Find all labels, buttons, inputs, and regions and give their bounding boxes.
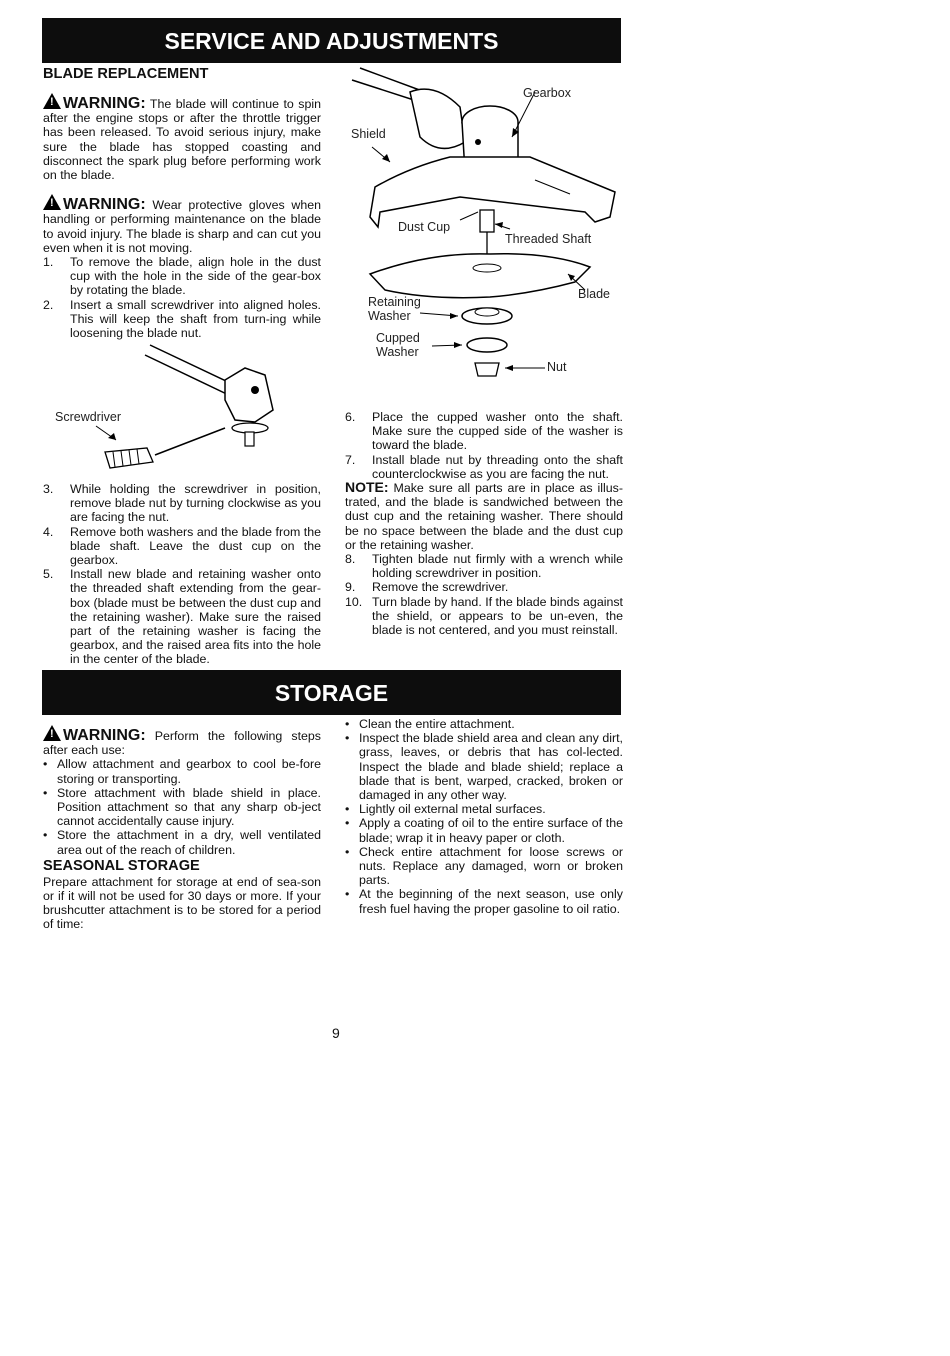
- warning-text: Wear protective gloves when handling or performing maintenance on the blade to avoid injury. The blade is sharp and can cut you even when it is not moving.: [43, 198, 321, 255]
- bullet-text: Store the attachment in a dry, well ventilated area out of the reach of children.: [57, 828, 321, 857]
- step-item: [345, 453, 623, 481]
- step-number: 3.: [43, 482, 54, 496]
- step-number: 5.: [43, 567, 54, 582]
- step-item: [43, 567, 321, 666]
- bullet-icon: •: [43, 828, 48, 843]
- step-text: While holding the screwdriver in position, remove blade nut by turning clockwise as you are facing the nut.: [70, 482, 321, 525]
- seasonal-storage-heading: SEASONAL STORAGE: [43, 857, 200, 874]
- bullet-item: [43, 757, 321, 785]
- step-item: [345, 580, 623, 594]
- blade-label: Blade: [578, 287, 610, 301]
- storage-bullets-left: [43, 757, 321, 856]
- warning-triangle-icon: [43, 725, 61, 741]
- bullet-item: [43, 786, 321, 829]
- warning-triangle-icon: [43, 194, 61, 210]
- threaded-shaft-label: Threaded Shaft: [505, 232, 592, 246]
- blade-replacement-heading: BLADE REPLACEMENT: [43, 66, 209, 82]
- step-text: Remove both washers and the blade from the blade shaft. Leave the dust cup on the gearbox.: [70, 524, 321, 568]
- blade-replacement-left-column: [43, 66, 321, 340]
- bullet-icon: •: [43, 785, 48, 800]
- step-text: Place the cupped washer onto the shaft. Make sure the cupped side of the washer is toward the blade.: [372, 410, 623, 453]
- warning-label: WARNING:: [63, 95, 146, 112]
- shield-label: Shield: [351, 127, 386, 141]
- storage-right-column: [345, 717, 623, 916]
- step-number: 9.: [345, 580, 356, 595]
- steps-6-7: [345, 410, 623, 481]
- storage-left-column: [43, 717, 321, 932]
- step-item: [345, 410, 623, 453]
- step-number: 4.: [43, 524, 54, 539]
- warning-triangle-icon: [43, 93, 61, 109]
- screwdriver-label: Screwdriver: [55, 410, 121, 424]
- dust-cup-label: Dust Cup: [398, 220, 451, 234]
- step-text: Remove the screwdriver.: [372, 580, 509, 595]
- bullet-icon: •: [345, 887, 350, 902]
- storage-banner: STORAGE: [42, 670, 621, 715]
- bullet-icon: •: [43, 757, 48, 772]
- retaining-washer-label: Washer: [368, 309, 411, 323]
- page-number: 9: [332, 1025, 340, 1041]
- bullet-text: Allow attachment and gearbox to cool be-fore storing or transporting.: [57, 757, 321, 786]
- bullet-text: Check entire attachment for loose screws or nuts. Replace any damaged, worn or broken parts.: [359, 844, 623, 888]
- note-label: NOTE:: [345, 479, 389, 496]
- bullet-text: Clean the entire attachment.: [359, 717, 515, 731]
- step-item: [43, 525, 321, 568]
- warning-gloves: [43, 194, 321, 255]
- screwdriver-arrow-icon: [94, 424, 124, 444]
- bullet-item: [345, 887, 623, 915]
- steps-3-5: [43, 482, 321, 667]
- step-item: [43, 298, 321, 341]
- steps-3-5-column: [43, 482, 321, 667]
- bullet-item: [345, 717, 623, 731]
- step-item: [43, 482, 321, 525]
- cupped-label: Cupped: [376, 331, 420, 345]
- step-number: 7.: [345, 452, 356, 467]
- bullet-text: Apply a coating of oil to the entire surface of the blade; wrap it in heavy paper or cloth.: [359, 816, 623, 845]
- nut-label: Nut: [547, 360, 567, 374]
- step-number: 2.: [43, 297, 54, 312]
- warning-text: Perform the following steps after each use:: [43, 729, 321, 758]
- step-text: To remove the blade, align hole in the dust cup with the hole in the side of the gear-box by rotating the blade.: [70, 255, 321, 298]
- screwdriver-figure: [95, 340, 295, 470]
- step-text: Install new blade and retaining washer onto the threaded shaft extending from the gear-box (blade must be between the dust cup and the retaining washer). Make sure the raised part of the retaining washer is facing the gearbox, and the raised area fits into the hole in the center of the blade.: [70, 567, 321, 667]
- step-item: [345, 595, 623, 638]
- step-item: [43, 255, 321, 298]
- step-text: Install blade nut by threading onto the shaft counterclockwise as you are facing the nut.: [372, 452, 623, 481]
- step-number: 8.: [345, 552, 356, 567]
- service-adjustments-banner: SERVICE AND ADJUSTMENTS: [42, 18, 621, 63]
- bullet-item: [43, 828, 321, 856]
- step-text: Turn blade by hand. If the blade binds against the shield, or appears to be un-even, the blade is not centered, and you must reinstall.: [372, 594, 623, 638]
- note-text: Make sure all parts are in place as illus-trated, and the blade is sandwiched between the dust cup and the retaining washer. There should be no space between the blade and the dust cup or the retaining washer.: [345, 481, 623, 552]
- steps-1-2: [43, 255, 321, 340]
- step-number: 6.: [345, 410, 356, 424]
- retaining-label: Retaining: [368, 295, 421, 309]
- step-number: 1.: [43, 255, 54, 270]
- warning-text: The blade will continue to spin after the engine stops or after the throttle trigger has been released. To avoid serious injury, make sure the blade has stopped coasting and disconnect the spark plug before performing work on the blade.: [43, 97, 321, 183]
- steps-8-10: [345, 552, 623, 637]
- bullet-icon: •: [345, 717, 350, 731]
- bullet-icon: •: [345, 844, 350, 859]
- seasonal-storage-text: Prepare attachment for storage at end of sea-son or if it will not be used for 30 days or more. If your brushcutter attachment is to be stored for a period of time:: [43, 874, 321, 932]
- bullet-item: [345, 802, 623, 816]
- warning-blade-coasting: [43, 93, 321, 182]
- gearbox-label: Gearbox: [523, 86, 571, 100]
- step-item: [345, 552, 623, 580]
- bullet-icon: •: [345, 731, 350, 746]
- bullet-icon: •: [345, 816, 350, 831]
- bullet-item: [345, 845, 623, 888]
- blade-replacement-right-column: [345, 410, 623, 637]
- storage-bullets-right: [345, 717, 623, 916]
- bullet-text: Store attachment with blade shield in place. Position attachment so that any sharp ob-ject cannot accidentally cause injury.: [57, 785, 321, 829]
- step-text: Tighten blade nut firmly with a wrench while holding screwdriver in position.: [372, 552, 623, 581]
- bullet-text: At the beginning of the next season, use only fresh fuel having the proper gasoline to oil ratio.: [359, 887, 623, 916]
- step-number: 10.: [345, 594, 363, 609]
- warning-label: WARNING:: [63, 727, 146, 744]
- step-text: Insert a small screwdriver into aligned holes. This will keep the shaft from turn-ing while loosening the blade nut.: [70, 297, 321, 341]
- bullet-item: [345, 731, 623, 802]
- bullet-text: Inspect the blade shield area and clean any dirt, grass, leaves, or debris that has col-lected. Inspect the blade and blade shield; replace a blade that is bent, warped, cracked, broken or damaged in any other way.: [359, 731, 623, 803]
- bullet-icon: •: [345, 802, 350, 817]
- storage-warning: [43, 725, 321, 757]
- bullet-text: Lightly oil external metal surfaces.: [359, 802, 546, 817]
- warning-label: WARNING:: [63, 196, 146, 214]
- note: [345, 480, 623, 552]
- bullet-item: [345, 816, 623, 844]
- cupped-washer-label: Washer: [376, 345, 419, 359]
